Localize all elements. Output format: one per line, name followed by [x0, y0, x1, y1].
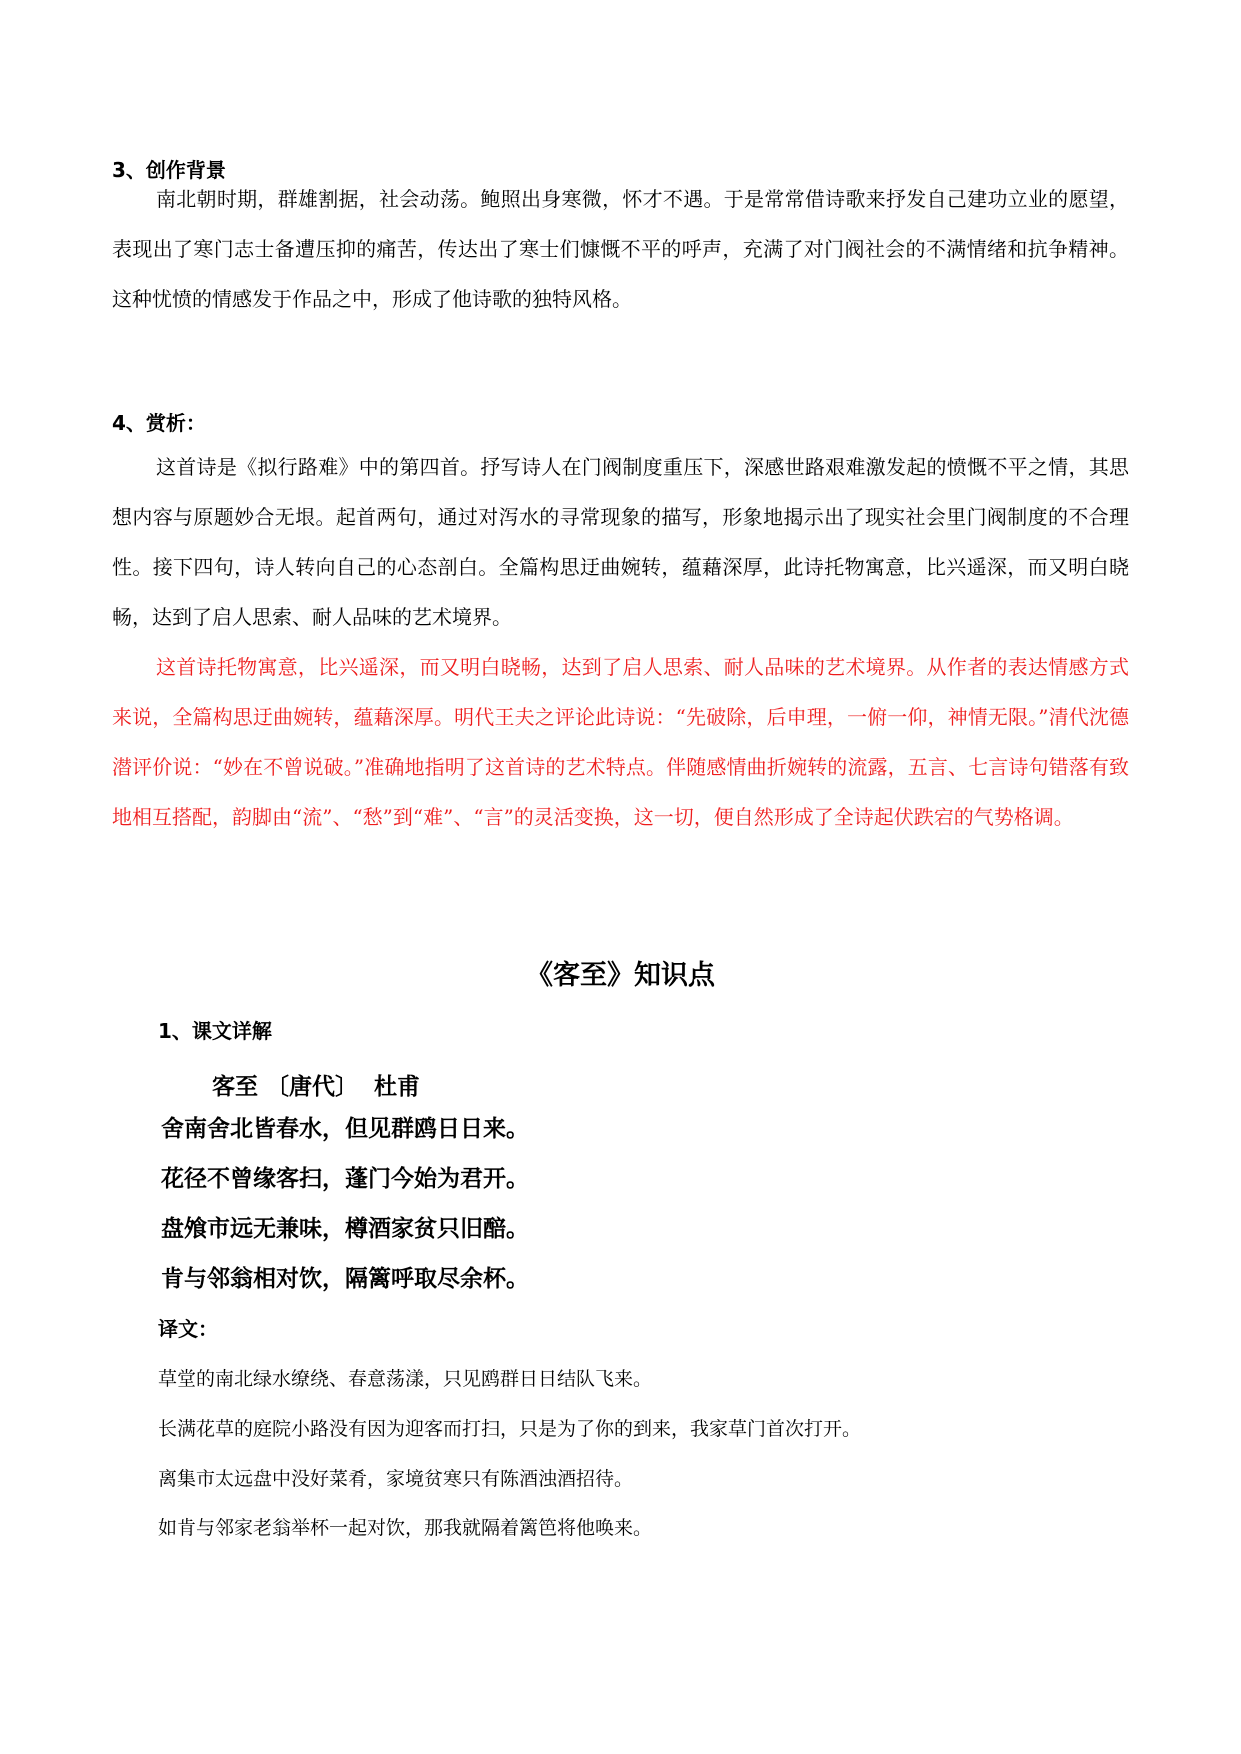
translation-line: 离集市太远盘中没好菜肴，家境贫寒只有陈酒浊酒招待。: [158, 1468, 634, 1490]
appreciation-paragraph: 这首诗是《拟行路难》中的第四首。抒写诗人在门阀制度重压下，深感世路艰难激发起的愤慨不平之情，其思想内容与原题妙合无垠。起首两句，通过对泻水的寻常现象的描写，形象地揭示出了现实社会里门阀制度的不合理性。接下四句，诗人转向自己的心态剖白。全篇构思迂曲婉转，蕴藉深厚，此诗托物寓意，比兴遥深，而又明白晓畅，达到了启人思索、耐人品味的艺术境界。: [112, 455, 1129, 629]
section-heading-text-explanation: 1、课文详解: [158, 1019, 272, 1043]
poem-line: 肯与邻翁相对饮，隔篱呼取尽余杯。: [161, 1266, 529, 1292]
translation-label: 译文：: [158, 1317, 218, 1341]
poem-line: 花径不曾缘客扫，蓬门今始为君开。: [161, 1166, 529, 1192]
appreciation-highlight-paragraph: 这首诗托物寓意，比兴遥深，而又明白晓畅，达到了启人思索、耐人品味的艺术境界。从作者的表达情感方式来说，全篇构思迂曲婉转，蕴藉深厚。明代王夫之评论此诗说：“先破除，后申理，一俯一仰，神情无限。”清代沈德潜评价说：“妙在不曾说破。”准确地指明了这首诗的艺术特点。伴随感情曲折婉转的流露，五言、七言诗句错落有致地相互搭配，韵脚由“流”、“愁”到“难”、“言”的灵活变换，这一切，便自然形成了全诗起伏跌宕的气势格调。: [112, 655, 1129, 829]
background-paragraph: 南北朝时期，群雄割据，社会动荡。鲍照出身寒微，怀才不遇。于是常常借诗歌来抒发自己建功立业的愿望，表现出了寒门志士备遭压抑的痛苦，传达出了寒士们慷慨不平的呼声，充满了对门阀社会的不满情绪和抗争精神。这种忧愤的情感发于作品之中，形成了他诗歌的独特风格。: [112, 187, 1129, 311]
poem-line: 舍南舍北皆春水，但见群鸥日日来。: [161, 1116, 529, 1142]
section-heading-background: 3、创作背景: [112, 158, 226, 182]
poem-header: 客至 〔唐代〕 杜甫: [212, 1074, 421, 1100]
translation-line: 长满花草的庭院小路没有因为迎客而打扫，只是为了你的到来，我家草门首次打开。: [158, 1418, 862, 1440]
translation-line: 草堂的南北绿水缭绕、春意荡漾，只见鸥群日日结队飞来。: [158, 1368, 653, 1390]
section-heading-appreciation: 4、赏析：: [112, 411, 206, 435]
translation-line: 如肯与邻家老翁举杯一起对饮，那我就隔着篱笆将他唤来。: [158, 1517, 653, 1539]
poem-line: 盘飧市远无兼味，樽酒家贫只旧醅。: [161, 1216, 529, 1242]
kezhi-title: 《客至》知识点: [526, 960, 715, 991]
